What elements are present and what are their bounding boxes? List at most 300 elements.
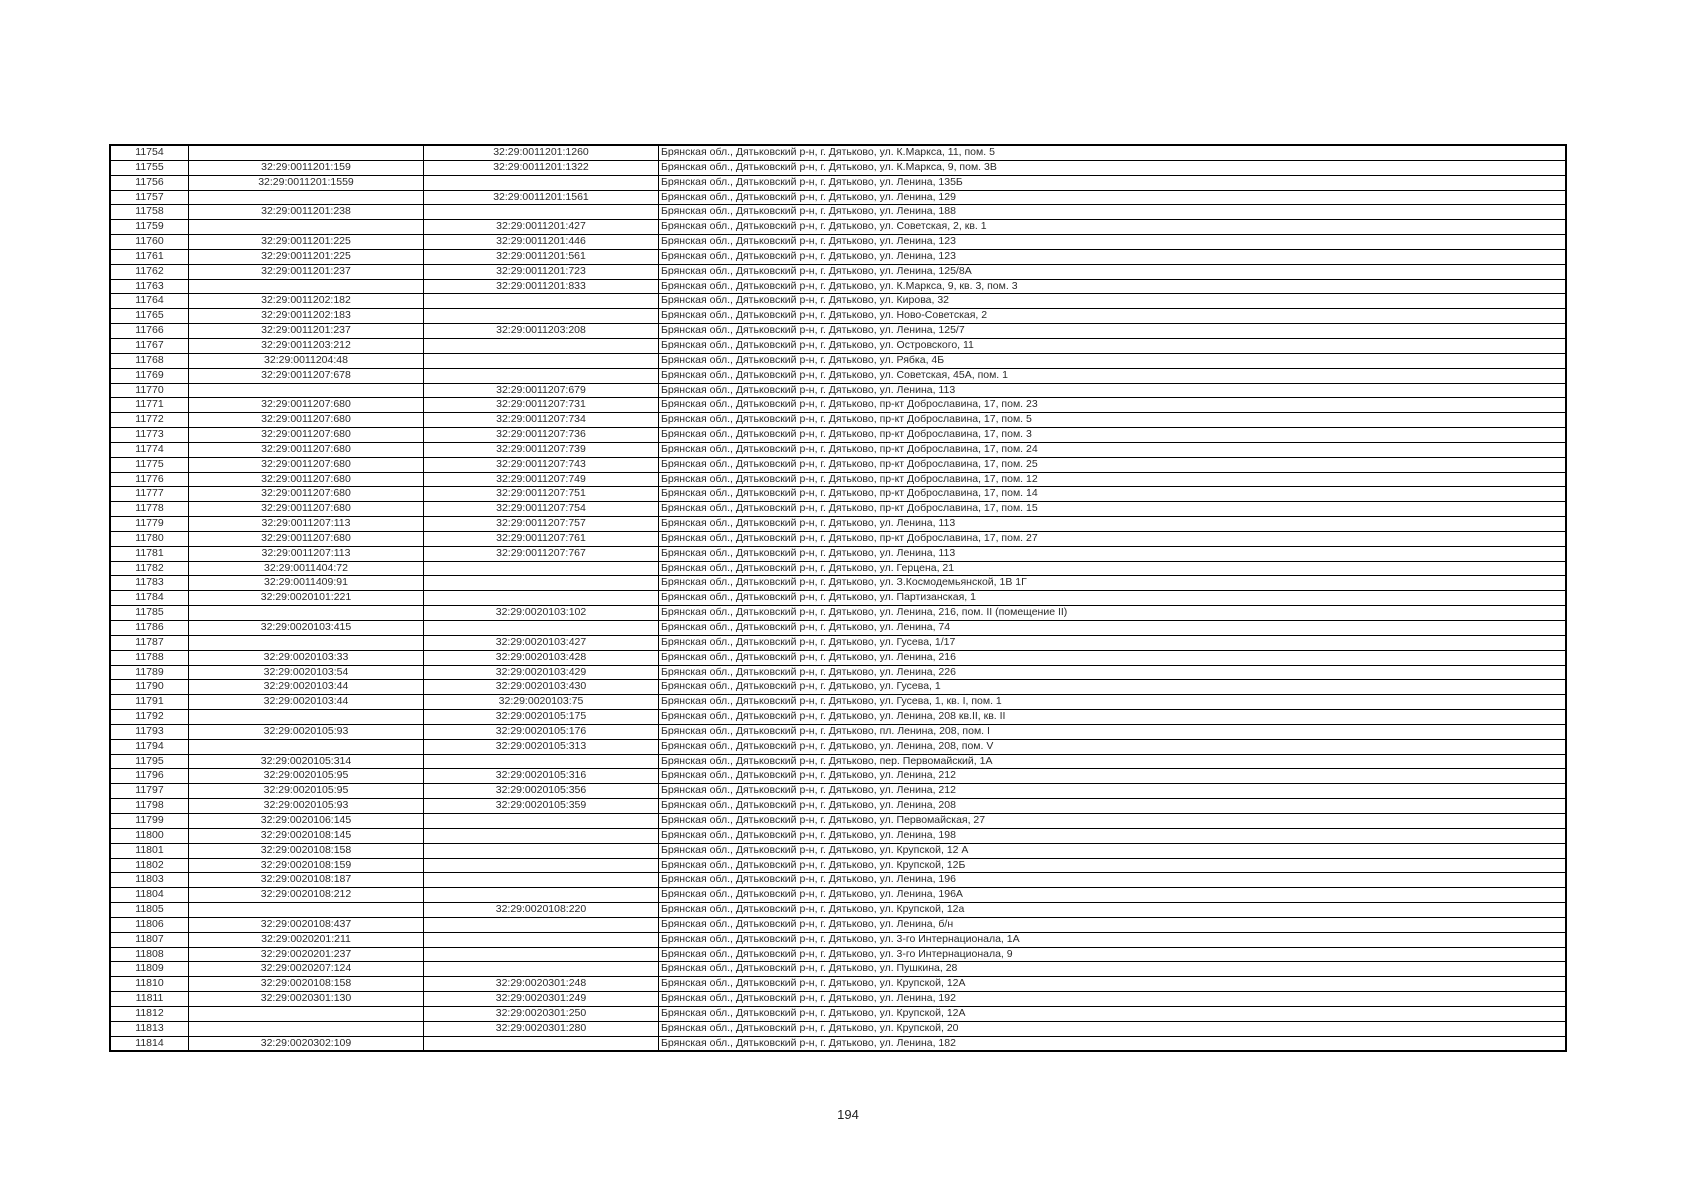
cadastral-number-cell: 32:29:0020106:145 bbox=[189, 813, 424, 828]
table-row bbox=[110, 650, 1566, 665]
related-cadastral-number-cell: 32:29:0011203:208 bbox=[424, 324, 659, 339]
row-number-cell: 11788 bbox=[110, 650, 189, 665]
row-number-cell: 11771 bbox=[110, 398, 189, 413]
table-row bbox=[110, 665, 1566, 680]
row-number-cell: 11800 bbox=[110, 828, 189, 843]
table-row bbox=[110, 428, 1566, 443]
related-cadastral-number-cell: 32:29:0020105:176 bbox=[424, 724, 659, 739]
row-number-cell: 11781 bbox=[110, 546, 189, 561]
table-row bbox=[110, 799, 1566, 814]
table-row bbox=[110, 888, 1566, 903]
table-row bbox=[110, 472, 1566, 487]
address-cell: Брянская обл., Дятьковский р-н, г. Дятьково, ул. Ленина, 113 bbox=[659, 517, 1567, 532]
row-number-cell: 11767 bbox=[110, 338, 189, 353]
cadastral-number-cell: 32:29:0011207:680 bbox=[189, 487, 424, 502]
table-row bbox=[110, 398, 1566, 413]
address-cell: Брянская обл., Дятьковский р-н, г. Дятьково, ул. Партизанская, 1 bbox=[659, 591, 1567, 606]
address-cell: Брянская обл., Дятьковский р-н, г. Дятьково, ул. Крупской, 12Б bbox=[659, 858, 1567, 873]
cadastral-number-cell: 32:29:0020105:314 bbox=[189, 754, 424, 769]
related-cadastral-number-cell: 32:29:0011207:739 bbox=[424, 442, 659, 457]
table-row bbox=[110, 249, 1566, 264]
cadastral-number-cell: 32:29:0020201:237 bbox=[189, 947, 424, 962]
address-cell: Брянская обл., Дятьковский р-н, г. Дятьково, ул. Ленина, 196А bbox=[659, 888, 1567, 903]
row-number-cell: 11803 bbox=[110, 873, 189, 888]
address-cell: Брянская обл., Дятьковский р-н, г. Дятьково, ул. Ленина, 208 bbox=[659, 799, 1567, 814]
cadastral-number-cell: 32:29:0011204:48 bbox=[189, 353, 424, 368]
row-number-cell: 11792 bbox=[110, 710, 189, 725]
table-row bbox=[110, 338, 1566, 353]
related-cadastral-number-cell bbox=[424, 621, 659, 636]
row-number-cell: 11812 bbox=[110, 1006, 189, 1021]
cadastral-number-cell: 32:29:0011404:72 bbox=[189, 561, 424, 576]
cadastral-number-cell: 32:29:0011201:237 bbox=[189, 264, 424, 279]
cadastral-number-cell: 32:29:0020103:415 bbox=[189, 621, 424, 636]
related-cadastral-number-cell bbox=[424, 828, 659, 843]
row-number-cell: 11760 bbox=[110, 235, 189, 250]
row-number-cell: 11787 bbox=[110, 635, 189, 650]
table-row bbox=[110, 769, 1566, 784]
address-cell: Брянская обл., Дятьковский р-н, г. Дятьково, пр-кт Доброславина, 17, пом. 3 bbox=[659, 428, 1567, 443]
address-cell: Брянская обл., Дятьковский р-н, г. Дятьково, ул. Гусева, 1/17 bbox=[659, 635, 1567, 650]
row-number-cell: 11807 bbox=[110, 932, 189, 947]
cadastral-number-cell: 32:29:0011207:680 bbox=[189, 457, 424, 472]
row-number-cell: 11759 bbox=[110, 220, 189, 235]
row-number-cell: 11784 bbox=[110, 591, 189, 606]
related-cadastral-number-cell: 32:29:0011207:757 bbox=[424, 517, 659, 532]
cadastral-number-cell bbox=[189, 190, 424, 205]
cadastral-number-cell: 32:29:0011207:680 bbox=[189, 531, 424, 546]
related-cadastral-number-cell bbox=[424, 175, 659, 190]
cadastral-number-cell: 32:29:0020103:33 bbox=[189, 650, 424, 665]
row-number-cell: 11804 bbox=[110, 888, 189, 903]
table-row bbox=[110, 1006, 1566, 1021]
cadastral-number-cell: 32:29:0011202:183 bbox=[189, 309, 424, 324]
related-cadastral-number-cell: 32:29:0020105:359 bbox=[424, 799, 659, 814]
cadastral-number-cell: 32:29:0011201:225 bbox=[189, 235, 424, 250]
address-cell: Брянская обл., Дятьковский р-н, г. Дятьково, ул. Кирова, 32 bbox=[659, 294, 1567, 309]
cadastral-number-cell: 32:29:0011202:182 bbox=[189, 294, 424, 309]
cadastral-number-cell: 32:29:0020105:95 bbox=[189, 784, 424, 799]
related-cadastral-number-cell bbox=[424, 962, 659, 977]
related-cadastral-number-cell bbox=[424, 873, 659, 888]
related-cadastral-number-cell: 32:29:0020108:220 bbox=[424, 903, 659, 918]
cadastral-number-cell bbox=[189, 383, 424, 398]
row-number-cell: 11770 bbox=[110, 383, 189, 398]
related-cadastral-number-cell bbox=[424, 576, 659, 591]
table-row bbox=[110, 561, 1566, 576]
table-row bbox=[110, 190, 1566, 205]
cadastral-number-cell: 32:29:0020101:221 bbox=[189, 591, 424, 606]
row-number-cell: 11772 bbox=[110, 413, 189, 428]
row-number-cell: 11794 bbox=[110, 739, 189, 754]
address-cell: Брянская обл., Дятьковский р-н, г. Дятьково, ул. Ленина, 188 bbox=[659, 205, 1567, 220]
address-cell: Брянская обл., Дятьковский р-н, г. Дятьково, ул. Крупской, 12а bbox=[659, 903, 1567, 918]
table-row bbox=[110, 1036, 1566, 1051]
address-cell: Брянская обл., Дятьковский р-н, г. Дятьково, пер. Первомайский, 1А bbox=[659, 754, 1567, 769]
cadastral-number-cell: 32:29:0020108:212 bbox=[189, 888, 424, 903]
related-cadastral-number-cell: 32:29:0011201:561 bbox=[424, 249, 659, 264]
cadastral-number-cell: 32:29:0020108:145 bbox=[189, 828, 424, 843]
row-number-cell: 11790 bbox=[110, 680, 189, 695]
table-row bbox=[110, 279, 1566, 294]
cadastral-number-cell: 32:29:0011201:1559 bbox=[189, 175, 424, 190]
table-row bbox=[110, 873, 1566, 888]
table-row bbox=[110, 502, 1566, 517]
cadastral-number-cell: 32:29:0011409:91 bbox=[189, 576, 424, 591]
address-cell: Брянская обл., Дятьковский р-н, г. Дятьково, ул. Ленина, 208, пом. V bbox=[659, 739, 1567, 754]
cadastral-number-cell: 32:29:0011207:680 bbox=[189, 398, 424, 413]
row-number-cell: 11811 bbox=[110, 992, 189, 1007]
table-row bbox=[110, 724, 1566, 739]
address-cell: Брянская обл., Дятьковский р-н, г. Дятьково, ул. К.Маркса, 9, кв. 3, пом. 3 bbox=[659, 279, 1567, 294]
cadastral-number-cell: 32:29:0020105:93 bbox=[189, 799, 424, 814]
related-cadastral-number-cell: 32:29:0011201:723 bbox=[424, 264, 659, 279]
row-number-cell: 11789 bbox=[110, 665, 189, 680]
table-row bbox=[110, 546, 1566, 561]
row-number-cell: 11763 bbox=[110, 279, 189, 294]
address-cell: Брянская обл., Дятьковский р-н, г. Дятьково, пр-кт Доброславина, 17, пом. 23 bbox=[659, 398, 1567, 413]
related-cadastral-number-cell bbox=[424, 1036, 659, 1051]
table-row bbox=[110, 413, 1566, 428]
related-cadastral-number-cell: 32:29:0020301:250 bbox=[424, 1006, 659, 1021]
address-cell: Брянская обл., Дятьковский р-н, г. Дятьково, ул. Ленина, 123 bbox=[659, 249, 1567, 264]
table-row bbox=[110, 977, 1566, 992]
row-number-cell: 11774 bbox=[110, 442, 189, 457]
related-cadastral-number-cell: 32:29:0011201:446 bbox=[424, 235, 659, 250]
cadastral-number-cell bbox=[189, 635, 424, 650]
cadastral-number-cell: 32:29:0011201:237 bbox=[189, 324, 424, 339]
related-cadastral-number-cell: 32:29:0020105:313 bbox=[424, 739, 659, 754]
address-cell: Брянская обл., Дятьковский р-н, г. Дятьково, ул. З.Космодемьянской, 1В 1Г bbox=[659, 576, 1567, 591]
table-row bbox=[110, 992, 1566, 1007]
row-number-cell: 11802 bbox=[110, 858, 189, 873]
related-cadastral-number-cell bbox=[424, 368, 659, 383]
address-cell: Брянская обл., Дятьковский р-н, г. Дятьково, ул. 3-го Интернационала, 9 bbox=[659, 947, 1567, 962]
cadastral-number-cell: 32:29:0011207:680 bbox=[189, 502, 424, 517]
address-cell: Брянская обл., Дятьковский р-н, г. Дятьково, ул. Ленина, 74 bbox=[659, 621, 1567, 636]
table-row bbox=[110, 754, 1566, 769]
cadastral-number-cell: 32:29:0011207:680 bbox=[189, 472, 424, 487]
row-number-cell: 11785 bbox=[110, 606, 189, 621]
related-cadastral-number-cell: 32:29:0011201:1260 bbox=[424, 145, 659, 160]
table-row bbox=[110, 784, 1566, 799]
table-row bbox=[110, 531, 1566, 546]
address-cell: Брянская обл., Дятьковский р-н, г. Дятьково, ул. Ленина, 216 bbox=[659, 650, 1567, 665]
registry-table-body bbox=[110, 145, 1566, 1051]
address-cell: Брянская обл., Дятьковский р-н, г. Дятьково, ул. Островского, 11 bbox=[659, 338, 1567, 353]
row-number-cell: 11775 bbox=[110, 457, 189, 472]
table-row bbox=[110, 903, 1566, 918]
row-number-cell: 11755 bbox=[110, 160, 189, 175]
cadastral-number-cell: 32:29:0020105:93 bbox=[189, 724, 424, 739]
cadastral-number-cell: 32:29:0020108:187 bbox=[189, 873, 424, 888]
related-cadastral-number-cell bbox=[424, 338, 659, 353]
row-number-cell: 11777 bbox=[110, 487, 189, 502]
cadastral-number-cell bbox=[189, 1006, 424, 1021]
related-cadastral-number-cell: 32:29:0011207:679 bbox=[424, 383, 659, 398]
cadastral-number-cell: 32:29:0020207:124 bbox=[189, 962, 424, 977]
cadastral-number-cell bbox=[189, 903, 424, 918]
related-cadastral-number-cell bbox=[424, 353, 659, 368]
address-cell: Брянская обл., Дятьковский р-н, г. Дятьково, ул. Ленина, б/н bbox=[659, 917, 1567, 932]
table-row bbox=[110, 160, 1566, 175]
address-cell: Брянская обл., Дятьковский р-н, г. Дятьково, пр-кт Доброславина, 17, пом. 27 bbox=[659, 531, 1567, 546]
address-cell: Брянская обл., Дятьковский р-н, г. Дятьково, ул. Ленина, 216, пом. II (помещение II) bbox=[659, 606, 1567, 621]
row-number-cell: 11762 bbox=[110, 264, 189, 279]
related-cadastral-number-cell: 32:29:0011201:1561 bbox=[424, 190, 659, 205]
cadastral-number-cell: 32:29:0020103:44 bbox=[189, 680, 424, 695]
cadastral-number-cell: 32:29:0020103:54 bbox=[189, 665, 424, 680]
related-cadastral-number-cell: 32:29:0011207:734 bbox=[424, 413, 659, 428]
related-cadastral-number-cell bbox=[424, 813, 659, 828]
address-cell: Брянская обл., Дятьковский р-н, г. Дятьково, пл. Ленина, 208, пом. I bbox=[659, 724, 1567, 739]
table-row bbox=[110, 932, 1566, 947]
table-row bbox=[110, 175, 1566, 190]
cadastral-number-cell: 32:29:0020105:95 bbox=[189, 769, 424, 784]
related-cadastral-number-cell bbox=[424, 858, 659, 873]
row-number-cell: 11757 bbox=[110, 190, 189, 205]
related-cadastral-number-cell: 32:29:0020301:280 bbox=[424, 1021, 659, 1036]
table-row bbox=[110, 309, 1566, 324]
cadastral-number-cell: 32:29:0011207:680 bbox=[189, 413, 424, 428]
table-row bbox=[110, 917, 1566, 932]
address-cell: Брянская обл., Дятьковский р-н, г. Дятьково, ул. Ленина, 125/8А bbox=[659, 264, 1567, 279]
cadastral-number-cell: 32:29:0011207:680 bbox=[189, 442, 424, 457]
row-number-cell: 11782 bbox=[110, 561, 189, 576]
address-cell: Брянская обл., Дятьковский р-н, г. Дятьково, ул. Ленина, 182 bbox=[659, 1036, 1567, 1051]
cadastral-number-cell: 32:29:0020108:158 bbox=[189, 977, 424, 992]
related-cadastral-number-cell: 32:29:0011201:1322 bbox=[424, 160, 659, 175]
address-cell: Брянская обл., Дятьковский р-н, г. Дятьково, ул. Крупской, 12 А bbox=[659, 843, 1567, 858]
related-cadastral-number-cell: 32:29:0011207:731 bbox=[424, 398, 659, 413]
related-cadastral-number-cell: 32:29:0011201:833 bbox=[424, 279, 659, 294]
address-cell: Брянская обл., Дятьковский р-н, г. Дятьково, ул. Ленина, 198 bbox=[659, 828, 1567, 843]
related-cadastral-number-cell bbox=[424, 947, 659, 962]
row-number-cell: 11805 bbox=[110, 903, 189, 918]
related-cadastral-number-cell: 32:29:0020105:356 bbox=[424, 784, 659, 799]
address-cell: Брянская обл., Дятьковский р-н, г. Дятьково, пр-кт Доброславина, 17, пом. 24 bbox=[659, 442, 1567, 457]
cadastral-number-cell: 32:29:0011201:238 bbox=[189, 205, 424, 220]
table-row bbox=[110, 383, 1566, 398]
cadastral-number-cell: 32:29:0011201:159 bbox=[189, 160, 424, 175]
related-cadastral-number-cell bbox=[424, 591, 659, 606]
table-row bbox=[110, 294, 1566, 309]
address-cell: Брянская обл., Дятьковский р-н, г. Дятьково, ул. Ленина, 123 bbox=[659, 235, 1567, 250]
address-cell: Брянская обл., Дятьковский р-н, г. Дятьково, ул. Герцена, 21 bbox=[659, 561, 1567, 576]
related-cadastral-number-cell: 32:29:0020103:429 bbox=[424, 665, 659, 680]
related-cadastral-number-cell bbox=[424, 754, 659, 769]
address-cell: Брянская обл., Дятьковский р-н, г. Дятьково, пр-кт Доброславина, 17, пом. 14 bbox=[659, 487, 1567, 502]
address-cell: Брянская обл., Дятьковский р-н, г. Дятьково, ул. Крупской, 12А bbox=[659, 977, 1567, 992]
cadastral-number-cell bbox=[189, 710, 424, 725]
table-row bbox=[110, 858, 1566, 873]
table-row bbox=[110, 517, 1566, 532]
address-cell: Брянская обл., Дятьковский р-н, г. Дятьково, ул. 3-го Интернационала, 1А bbox=[659, 932, 1567, 947]
cadastral-number-cell bbox=[189, 279, 424, 294]
address-cell: Брянская обл., Дятьковский р-н, г. Дятьково, ул. Советская, 45А, пом. 1 bbox=[659, 368, 1567, 383]
related-cadastral-number-cell: 32:29:0020103:102 bbox=[424, 606, 659, 621]
related-cadastral-number-cell bbox=[424, 205, 659, 220]
page-number: 194 bbox=[837, 1107, 859, 1122]
cadastral-number-cell bbox=[189, 220, 424, 235]
table-row bbox=[110, 828, 1566, 843]
cadastral-number-cell: 32:29:0020302:109 bbox=[189, 1036, 424, 1051]
related-cadastral-number-cell: 32:29:0011207:743 bbox=[424, 457, 659, 472]
address-cell: Брянская обл., Дятьковский р-н, г. Дятьково, ул. Ново-Советская, 2 bbox=[659, 309, 1567, 324]
related-cadastral-number-cell bbox=[424, 561, 659, 576]
cadastral-number-cell: 32:29:0011203:212 bbox=[189, 338, 424, 353]
address-cell: Брянская обл., Дятьковский р-н, г. Дятьково, ул. Ленина, 196 bbox=[659, 873, 1567, 888]
table-row bbox=[110, 324, 1566, 339]
table-row bbox=[110, 962, 1566, 977]
row-number-cell: 11754 bbox=[110, 145, 189, 160]
row-number-cell: 11791 bbox=[110, 695, 189, 710]
address-cell: Брянская обл., Дятьковский р-н, г. Дятьково, ул. Ленина, 125/7 bbox=[659, 324, 1567, 339]
row-number-cell: 11801 bbox=[110, 843, 189, 858]
address-cell: Брянская обл., Дятьковский р-н, г. Дятьково, ул. К.Маркса, 11, пом. 5 bbox=[659, 145, 1567, 160]
related-cadastral-number-cell: 32:29:0020103:428 bbox=[424, 650, 659, 665]
cadastral-number-cell bbox=[189, 606, 424, 621]
related-cadastral-number-cell bbox=[424, 294, 659, 309]
related-cadastral-number-cell: 32:29:0011207:751 bbox=[424, 487, 659, 502]
address-cell: Брянская обл., Дятьковский р-н, г. Дятьково, ул. Крупской, 12А bbox=[659, 1006, 1567, 1021]
cadastral-number-cell: 32:29:0020108:437 bbox=[189, 917, 424, 932]
related-cadastral-number-cell: 32:29:0011207:767 bbox=[424, 546, 659, 561]
row-number-cell: 11778 bbox=[110, 502, 189, 517]
table-row bbox=[110, 695, 1566, 710]
row-number-cell: 11806 bbox=[110, 917, 189, 932]
row-number-cell: 11814 bbox=[110, 1036, 189, 1051]
table-row bbox=[110, 145, 1566, 160]
address-cell: Брянская обл., Дятьковский р-н, г. Дятьково, ул. Советская, 2, кв. 1 bbox=[659, 220, 1567, 235]
row-number-cell: 11769 bbox=[110, 368, 189, 383]
row-number-cell: 11761 bbox=[110, 249, 189, 264]
table-row bbox=[110, 235, 1566, 250]
related-cadastral-number-cell: 32:29:0020301:249 bbox=[424, 992, 659, 1007]
address-cell: Брянская обл., Дятьковский р-н, г. Дятьково, ул. Ленина, 135Б bbox=[659, 175, 1567, 190]
address-cell: Брянская обл., Дятьковский р-н, г. Дятьково, пр-кт Доброславина, 17, пом. 15 bbox=[659, 502, 1567, 517]
address-cell: Брянская обл., Дятьковский р-н, г. Дятьково, ул. Первомайская, 27 bbox=[659, 813, 1567, 828]
related-cadastral-number-cell: 32:29:0011207:736 bbox=[424, 428, 659, 443]
address-cell: Брянская обл., Дятьковский р-н, г. Дятьково, ул. Крупской, 20 bbox=[659, 1021, 1567, 1036]
related-cadastral-number-cell bbox=[424, 843, 659, 858]
row-number-cell: 11786 bbox=[110, 621, 189, 636]
address-cell: Брянская обл., Дятьковский р-н, г. Дятьково, пр-кт Доброславина, 17, пом. 5 bbox=[659, 413, 1567, 428]
related-cadastral-number-cell: 32:29:0011201:427 bbox=[424, 220, 659, 235]
row-number-cell: 11758 bbox=[110, 205, 189, 220]
cadastral-number-cell: 32:29:0020201:211 bbox=[189, 932, 424, 947]
row-number-cell: 11793 bbox=[110, 724, 189, 739]
related-cadastral-number-cell: 32:29:0011207:749 bbox=[424, 472, 659, 487]
related-cadastral-number-cell bbox=[424, 932, 659, 947]
address-cell: Брянская обл., Дятьковский р-н, г. Дятьково, ул. Ленина, 212 bbox=[659, 784, 1567, 799]
table-row bbox=[110, 576, 1566, 591]
address-cell: Брянская обл., Дятьковский р-н, г. Дятьково, ул. Рябка, 4Б bbox=[659, 353, 1567, 368]
table-row bbox=[110, 739, 1566, 754]
row-number-cell: 11810 bbox=[110, 977, 189, 992]
row-number-cell: 11798 bbox=[110, 799, 189, 814]
cadastral-number-cell bbox=[189, 739, 424, 754]
cadastral-number-cell bbox=[189, 1021, 424, 1036]
row-number-cell: 11780 bbox=[110, 531, 189, 546]
row-number-cell: 11783 bbox=[110, 576, 189, 591]
row-number-cell: 11795 bbox=[110, 754, 189, 769]
row-number-cell: 11766 bbox=[110, 324, 189, 339]
related-cadastral-number-cell: 32:29:0020103:75 bbox=[424, 695, 659, 710]
address-cell: Брянская обл., Дятьковский р-н, г. Дятьково, ул. Ленина, 212 bbox=[659, 769, 1567, 784]
table-row bbox=[110, 947, 1566, 962]
row-number-cell: 11809 bbox=[110, 962, 189, 977]
cadastral-number-cell: 32:29:0020108:159 bbox=[189, 858, 424, 873]
table-row bbox=[110, 621, 1566, 636]
table-row bbox=[110, 606, 1566, 621]
cadastral-number-cell bbox=[189, 145, 424, 160]
row-number-cell: 11765 bbox=[110, 309, 189, 324]
address-cell: Брянская обл., Дятьковский р-н, г. Дятьково, ул. Гусева, 1 bbox=[659, 680, 1567, 695]
related-cadastral-number-cell: 32:29:0011207:761 bbox=[424, 531, 659, 546]
address-cell: Брянская обл., Дятьковский р-н, г. Дятьково, ул. К.Маркса, 9, пом. 3В bbox=[659, 160, 1567, 175]
row-number-cell: 11768 bbox=[110, 353, 189, 368]
table-row bbox=[110, 487, 1566, 502]
row-number-cell: 11797 bbox=[110, 784, 189, 799]
table-row bbox=[110, 635, 1566, 650]
table-row bbox=[110, 843, 1566, 858]
registry-table bbox=[109, 144, 1567, 1052]
address-cell: Брянская обл., Дятьковский р-н, г. Дятьково, ул. Ленина, 226 bbox=[659, 665, 1567, 680]
address-cell: Брянская обл., Дятьковский р-н, г. Дятьково, ул. Ленина, 113 bbox=[659, 383, 1567, 398]
related-cadastral-number-cell: 32:29:0020105:316 bbox=[424, 769, 659, 784]
row-number-cell: 11808 bbox=[110, 947, 189, 962]
cadastral-number-cell: 32:29:0011207:678 bbox=[189, 368, 424, 383]
address-cell: Брянская обл., Дятьковский р-н, г. Дятьково, ул. Ленина, 192 bbox=[659, 992, 1567, 1007]
address-cell: Брянская обл., Дятьковский р-н, г. Дятьково, ул. Ленина, 129 bbox=[659, 190, 1567, 205]
address-cell: Брянская обл., Дятьковский р-н, г. Дятьково, пр-кт Доброславина, 17, пом. 12 bbox=[659, 472, 1567, 487]
related-cadastral-number-cell: 32:29:0011207:754 bbox=[424, 502, 659, 517]
table-row bbox=[110, 1021, 1566, 1036]
address-cell: Брянская обл., Дятьковский р-н, г. Дятьково, ул. Пушкина, 28 bbox=[659, 962, 1567, 977]
table-row bbox=[110, 220, 1566, 235]
address-cell: Брянская обл., Дятьковский р-н, г. Дятьково, ул. Ленина, 208 кв.II, кв. II bbox=[659, 710, 1567, 725]
row-number-cell: 11779 bbox=[110, 517, 189, 532]
related-cadastral-number-cell bbox=[424, 309, 659, 324]
cadastral-number-cell: 32:29:0011207:113 bbox=[189, 517, 424, 532]
row-number-cell: 11799 bbox=[110, 813, 189, 828]
cadastral-number-cell: 32:29:0011207:680 bbox=[189, 428, 424, 443]
related-cadastral-number-cell: 32:29:0020105:175 bbox=[424, 710, 659, 725]
row-number-cell: 11756 bbox=[110, 175, 189, 190]
address-cell: Брянская обл., Дятьковский р-н, г. Дятьково, ул. Ленина, 113 bbox=[659, 546, 1567, 561]
table-row bbox=[110, 680, 1566, 695]
cadastral-number-cell: 32:29:0020301:130 bbox=[189, 992, 424, 1007]
related-cadastral-number-cell: 32:29:0020103:427 bbox=[424, 635, 659, 650]
table-row bbox=[110, 205, 1566, 220]
cadastral-number-cell: 32:29:0020103:44 bbox=[189, 695, 424, 710]
table-row bbox=[110, 591, 1566, 606]
row-number-cell: 11773 bbox=[110, 428, 189, 443]
cadastral-number-cell: 32:29:0020108:158 bbox=[189, 843, 424, 858]
table-row bbox=[110, 264, 1566, 279]
cadastral-number-cell: 32:29:0011201:225 bbox=[189, 249, 424, 264]
related-cadastral-number-cell bbox=[424, 888, 659, 903]
related-cadastral-number-cell: 32:29:0020301:248 bbox=[424, 977, 659, 992]
related-cadastral-number-cell bbox=[424, 917, 659, 932]
table-row bbox=[110, 813, 1566, 828]
row-number-cell: 11813 bbox=[110, 1021, 189, 1036]
table-row bbox=[110, 457, 1566, 472]
table-row bbox=[110, 353, 1566, 368]
table-row bbox=[110, 710, 1566, 725]
address-cell: Брянская обл., Дятьковский р-н, г. Дятьково, ул. Гусева, 1, кв. I, пом. 1 bbox=[659, 695, 1567, 710]
